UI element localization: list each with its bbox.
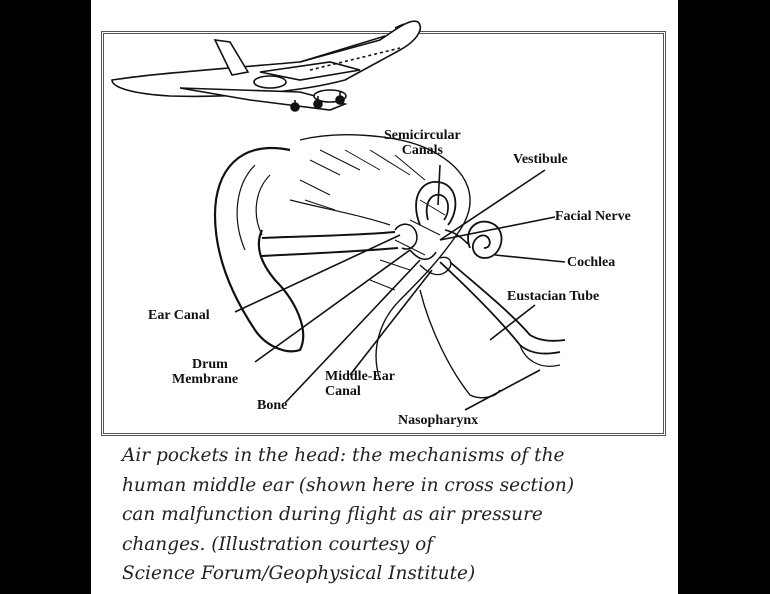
ear-canal-shape bbox=[262, 232, 398, 256]
caption-line: human middle ear (shown here in cross section) bbox=[122, 474, 575, 496]
cochlea-shape bbox=[468, 222, 502, 258]
caption-line: can malfunction during flight as air pressure bbox=[122, 504, 543, 525]
label-vestibule: Vestibule bbox=[513, 152, 568, 167]
semicircular-canals-shape bbox=[416, 182, 455, 225]
caption-line: changes. (Illustration courtesy of bbox=[122, 533, 434, 555]
outer-ear-pinna bbox=[215, 148, 303, 351]
caption-line: Air pockets in the head: the mechanisms of the bbox=[122, 445, 565, 466]
label-bone: Bone bbox=[257, 398, 288, 413]
label-facial-nerve: Facial Nerve bbox=[555, 209, 631, 224]
label-drum-membrane: Drum Membrane bbox=[172, 357, 239, 387]
label-eustacian-tube: Eustacian Tube bbox=[507, 289, 600, 304]
label-ear-canal: Ear Canal bbox=[148, 308, 210, 323]
figure-caption bbox=[122, 441, 662, 589]
label-middle-ear-canal: Middle-Ear Canal bbox=[325, 369, 395, 399]
label-semicircular-canals: Semicircular Canals bbox=[384, 128, 461, 158]
label-nasopharynx: Nasopharynx bbox=[398, 413, 479, 428]
eustachian-tube-shape bbox=[440, 262, 565, 354]
caption-line: Science Forum/Geophysical Institute) bbox=[122, 563, 476, 584]
airplane-illustration bbox=[112, 21, 420, 111]
leader-lines bbox=[235, 165, 565, 410]
label-cochlea: Cochlea bbox=[567, 255, 616, 270]
